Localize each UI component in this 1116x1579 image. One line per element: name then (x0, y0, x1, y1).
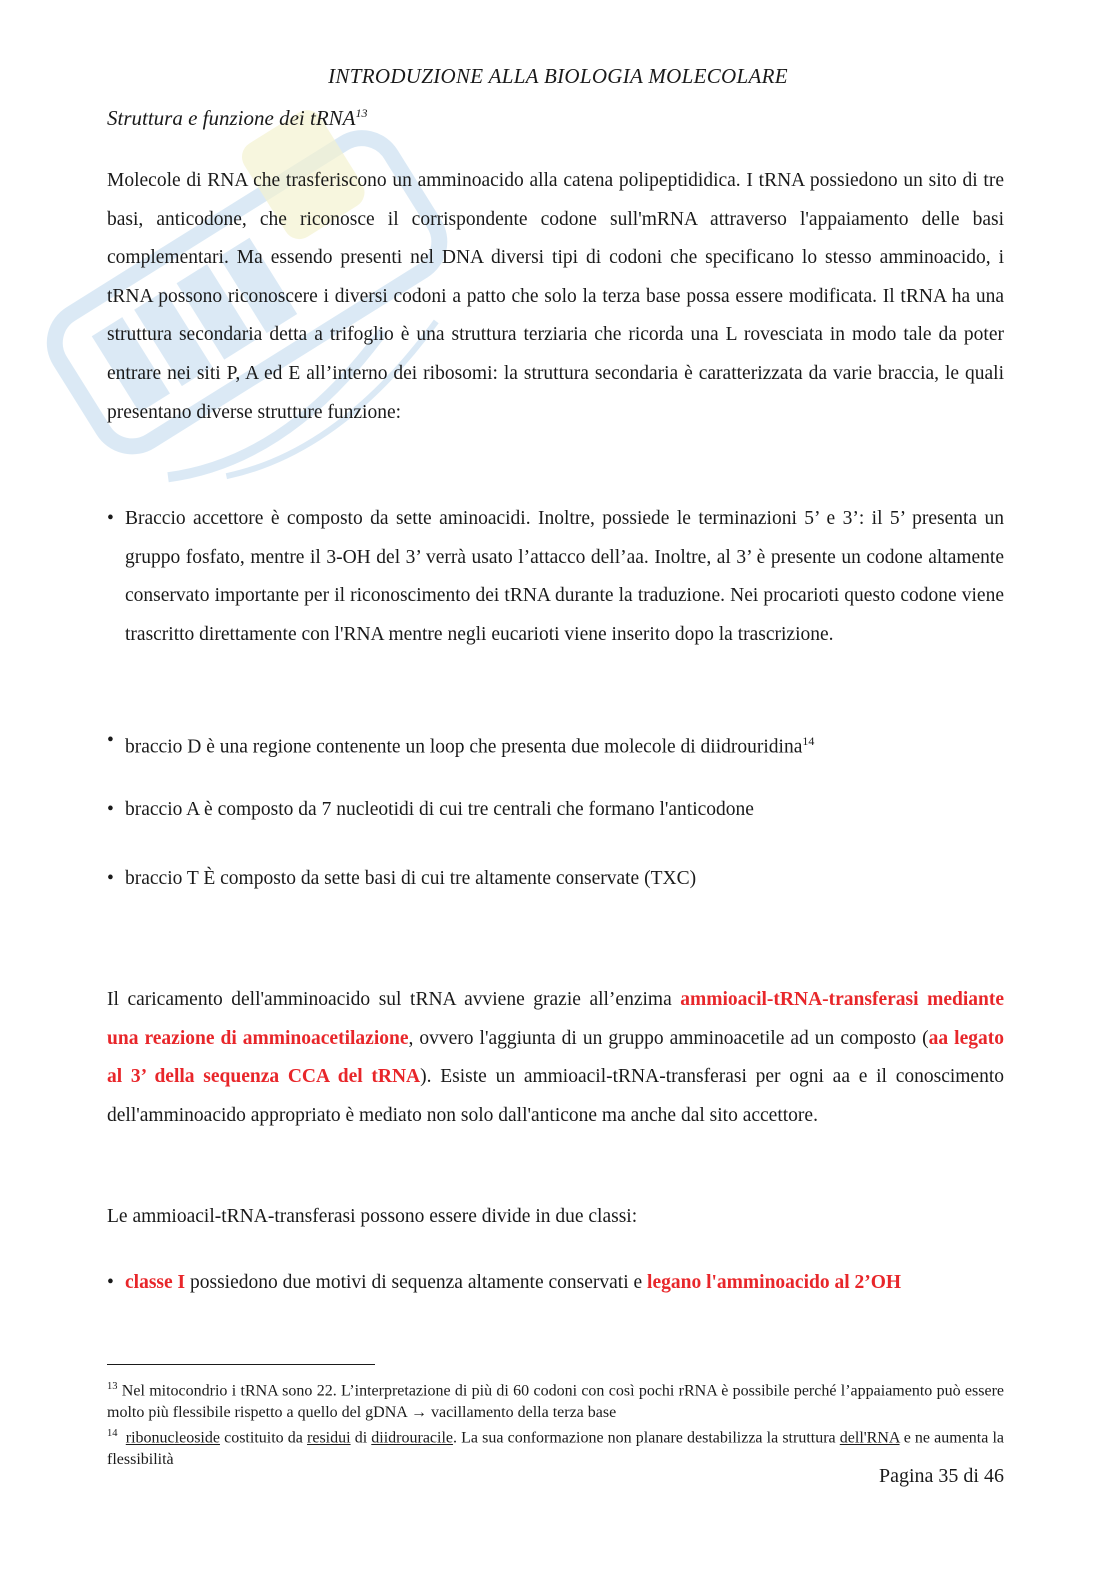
footnote-14 (107, 1423, 1004, 1470)
list-item-braccio-d (107, 722, 1022, 767)
footnote-text: di (350, 1429, 372, 1447)
bullet-list (107, 500, 1004, 654)
footnote-link[interactable]: residui (307, 1429, 351, 1447)
list-item-text: Braccio accettore è composto da sette aminoacidi. Inoltre, possiede le terminazioni 5’ e 3’: il 5’ presenta un gruppo fosfato, mentre il 3-OH del 3’ verrà usato l’attacco dell’aa. Inoltre, al 3’ è presente un codone altamente conservato importante per il riconoscimento dei tRNA durante la traduzione. Nei procarioti questo codone viene trascritto direttamente con l'RNA mentre negli eucarioti viene inserito dopo la trascrizione. (125, 508, 1004, 645)
highlighted-text: classe I (125, 1272, 186, 1293)
bullet-icon: • (107, 508, 114, 529)
list-item-text: braccio D è una regione contenente un loop che presenta due molecole di diidrouridina (125, 736, 803, 758)
footnote-text: costituito da (219, 1429, 308, 1447)
paragraph-text: ). Esiste un ammioacil-tRNA-transferasi per ogni aa e il conoscimento dell'amminoacido appropriato è mediato non solo dall'anticone ma anche dal sito accettore. (107, 1066, 1005, 1126)
list-item-braccio-a (107, 791, 1022, 830)
list-item-text: braccio T È composto da sette basi di cui tre altamente conservate (TXC) (125, 868, 697, 889)
footnote-ref-13: 13 (355, 106, 368, 120)
footnote-ref-14: 14 (802, 734, 815, 748)
bullet-icon: • (107, 799, 114, 820)
paragraph-classi: Le ammioacil-tRNA-transferasi possono essere divide in due classi: (107, 1206, 638, 1227)
bullet-icon: • (107, 868, 114, 889)
footnotes (107, 1376, 1004, 1471)
footnote-text: Nel mitocondrio i tRNA sono 22. L’interpretazione di più di 60 codoni con così pochi rRNA è possibile perché l’appaiamento può essere molto più flessibile rispetto a quello del gDNA → vacillamento della terza base (107, 1382, 1004, 1421)
paragraph-intro: Molecole di RNA che trasferiscono un amminoacido alla catena polipeptididica. I tRNA possiedono un sito di tre basi, anticodone, che riconosce il corrispondente codone sull'mRNA attraverso l'appaiamento delle basi complementari. Ma essendo presenti nel DNA diversi tipi di codoni che specificano lo stesso amminoacido, i tRNA possono riconoscere i diversi codoni a patto che solo la terza base possa essere modificata. Il tRNA ha una struttura secondaria detta a trifoglio è una struttura terziaria che ricorda una L rovesciata in modo tale da poter entrare nei siti P, A ed E all’interno dei ribosomi: la struttura secondaria è caratterizzata da varie braccia, le quali presentano diverse strutture funzione: (107, 170, 1004, 423)
footnote-number: 13 (107, 1381, 118, 1392)
paragraph-text: Il caricamento dell'amminoacido sul tRNA avviene grazie all’enzima (107, 989, 681, 1010)
list-item-braccio-accettore (107, 500, 1004, 654)
bullet-icon: • (107, 730, 114, 751)
list-item-text: possiedono due motivi di sequenza altamente conservati e (185, 1272, 648, 1293)
footnote-divider (107, 1364, 375, 1365)
footnote-link[interactable]: ribonucleoside (125, 1429, 220, 1447)
bullet-icon: • (107, 1272, 114, 1293)
highlighted-text: aa legato al 3’ della sequenza CCA del tRNA (107, 1027, 1004, 1088)
highlighted-text: ammioacil-tRNA-transferasi mediante una reazione di amminoacetilazione (107, 989, 1005, 1049)
paragraph-text: , ovvero l'aggiunta di un gruppo amminoacetile ad un composto ( (408, 1027, 929, 1049)
footnote-link[interactable]: diidrouracile (371, 1429, 454, 1447)
list-item-text: braccio A è composto da 7 nucleotidi di cui tre centrali che formano l'anticodone (125, 799, 754, 820)
section-title-text: Struttura e funzione dei tRNA (107, 106, 356, 130)
paragraph-caricamento (107, 981, 1004, 1135)
page-number: Pagina 35 di 46 (879, 1465, 1004, 1487)
footnote-number: 14 (107, 1428, 118, 1440)
footnote-text: e ne aumenta la flessibilità (107, 1429, 1005, 1469)
document-header: INTRODUZIONE ALLA BIOLOGIA MOLECOLARE (328, 64, 788, 88)
list-item-braccio-t (107, 860, 1022, 899)
section-title (107, 106, 367, 131)
list-item-classe-i (107, 1264, 1022, 1303)
footnote-link[interactable]: dell'RNA (839, 1429, 900, 1447)
highlighted-text: legano l'amminoacido al 2’OH (647, 1272, 902, 1293)
footnote-text: . La sua conformazione non planare destabilizza la struttura (453, 1429, 840, 1447)
footnote-13 (107, 1376, 1004, 1423)
